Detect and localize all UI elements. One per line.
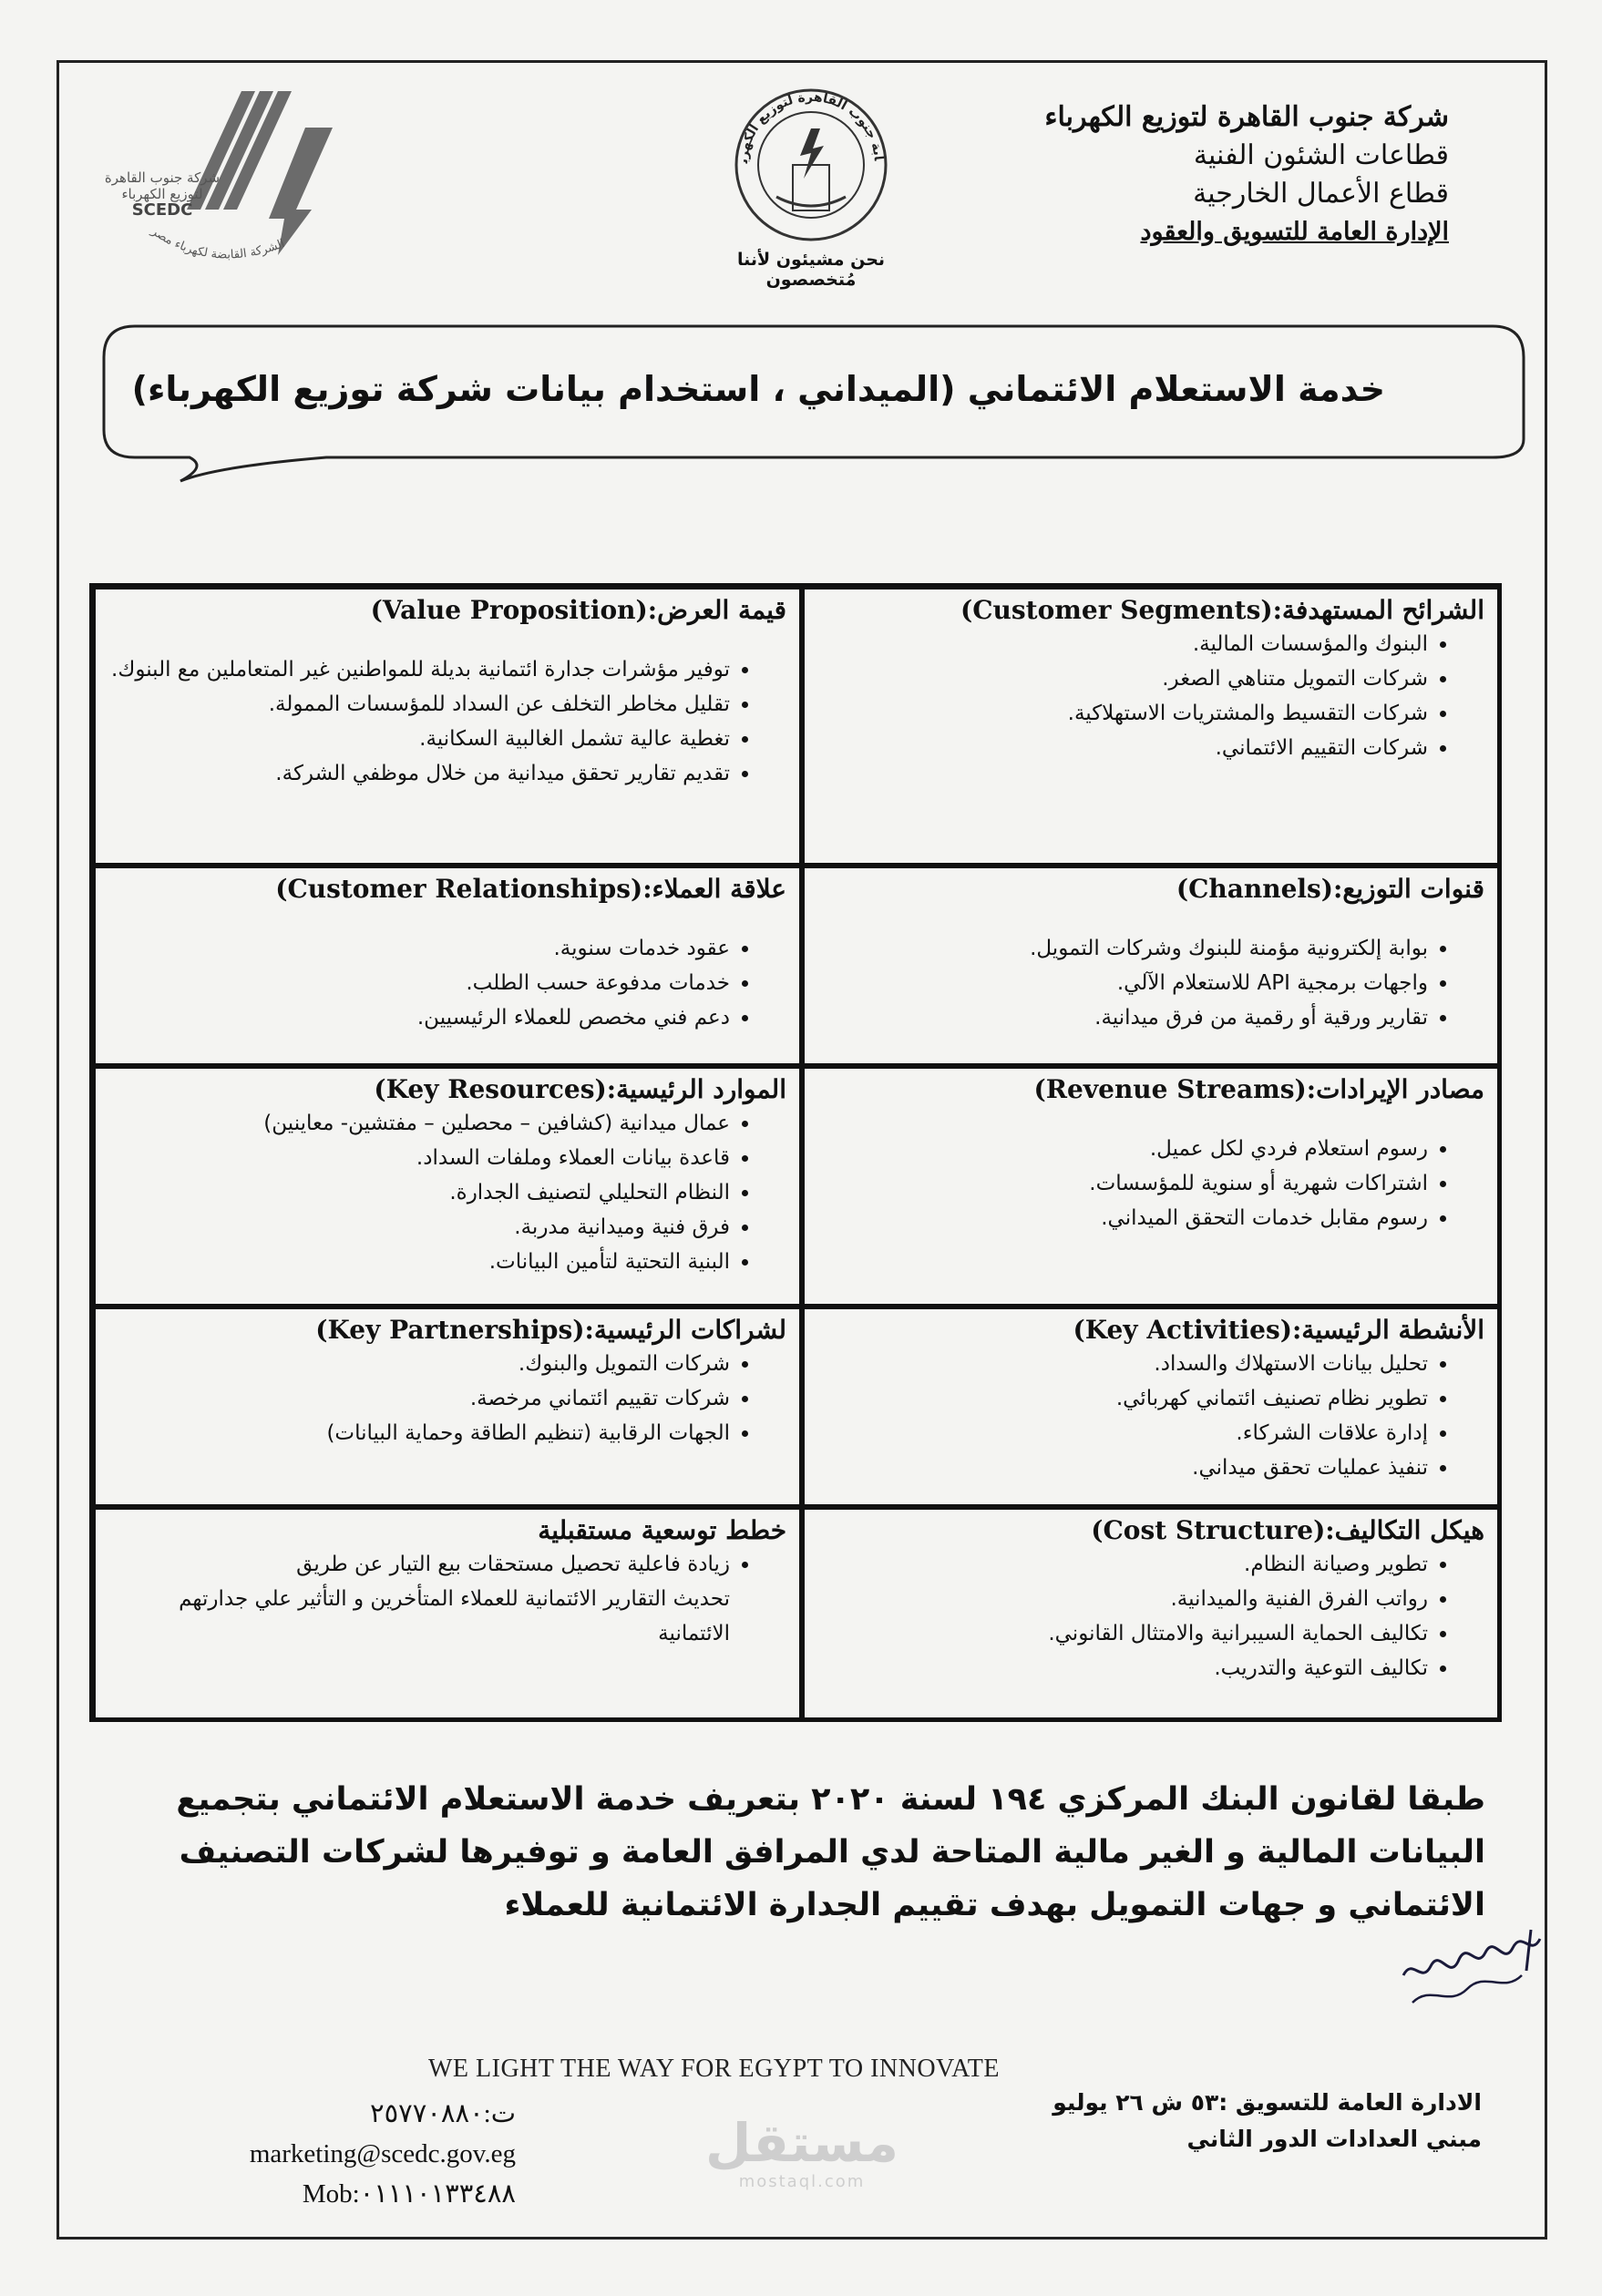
logo-abbreviation: SCEDC <box>131 200 193 220</box>
customer-relationships-title: علاقة العملاء:(Customer Relationships) <box>275 874 786 904</box>
list-item: • تكاليف التوعية والتدريب. <box>817 1651 1428 1686</box>
email-link[interactable]: marketing@scedc.gov.eg <box>249 2139 516 2168</box>
list-item: • الجهات الرقابية (تنظيم الطاقة وحماية البيانات) <box>108 1416 730 1450</box>
list-item: • خدمات مدفوعة حسب الطلب. <box>108 966 730 1000</box>
revenue-streams-title: مصادر الإيرادات:(Revenue Streams) <box>1033 1074 1484 1104</box>
logo-name-line1: شركة جنوب القاهرة <box>104 169 221 186</box>
cost-structure-list <box>817 1547 1484 1686</box>
revenue-streams-cell <box>802 1066 1500 1307</box>
list-item: • البنوك والمؤسسات المالية. <box>817 627 1428 661</box>
list-item: • رسوم استعلام فردي لكل عميل. <box>817 1132 1428 1166</box>
emblem-ring-text: ابة جنوب القاهرة لتوزيع الكهرب <box>735 89 886 164</box>
customer-segments-list <box>817 627 1484 765</box>
banner-title: خدمة الاستعلام الائتماني (الميداني ، استخدام بيانات شركة توزيع الكهرباء) <box>131 369 1385 409</box>
sector-external: قطاع الأعمال الخارجية <box>1193 178 1449 210</box>
customer-relationships-list <box>108 931 786 1035</box>
list-item: • تطوير نظام تصنيف ائتماني كهربائي. <box>817 1381 1428 1416</box>
key-activities-list <box>817 1347 1484 1485</box>
key-activities-title: الأنشطة الرئيسية:(Key Activities) <box>1073 1315 1484 1345</box>
list-item: • واجهات برمجية API للاستعلام الآلي. <box>817 966 1428 1000</box>
list-item: • البنية التحتية لتأمين البيانات. <box>108 1245 730 1279</box>
future-expansion-cell <box>93 1507 802 1720</box>
customer-segments-cell <box>802 587 1500 866</box>
emblem-icon <box>720 78 902 251</box>
list-item: • النظام التحليلي لتصنيف الجدارة. <box>108 1175 730 1210</box>
list-item: • تقليل مخاطر التخلف عن السداد للمؤسسات الممولة. <box>108 687 730 722</box>
list-item: • تقارير ورقية أو رقمية من فرق ميدانية. <box>817 1000 1428 1035</box>
union-emblem <box>720 78 902 288</box>
list-item: • عقود خدمات سنوية. <box>108 931 730 966</box>
channels-cell <box>802 866 1500 1066</box>
company-name: شركة جنوب القاهرة لتوزيع الكهرباء <box>1044 101 1449 133</box>
scedc-logo <box>73 82 346 264</box>
list-item: • إدارة علاقات الشركاء. <box>817 1416 1428 1450</box>
key-resources-list <box>108 1106 786 1279</box>
channels-title: قنوات التوزيع:(Channels) <box>1176 874 1484 904</box>
svg-text:الشركة القابضة لكهرباء مصر <box>148 224 286 262</box>
watermark-arabic: مستقل <box>704 2112 899 2174</box>
list-item: • تغطية عالية تشمل الغالبية السكانية. <box>108 722 730 756</box>
watermark-latin: mostaql.com <box>738 2172 866 2191</box>
list-item: • شركات التقييم الائتماني. <box>817 731 1428 765</box>
cost-structure-cell <box>802 1507 1500 1720</box>
key-resources-cell <box>93 1066 802 1307</box>
department-name: الإدارة العامة للتسويق والعقود <box>1140 218 1449 246</box>
contact-block <box>169 2094 516 2214</box>
list-item: • فرق فنية وميدانية مدربة. <box>108 1210 730 1245</box>
list-item: • عمال ميدانية (كشافين – محصلين – مفتشين- معاينين) <box>108 1106 730 1141</box>
value-proposition-list <box>108 652 786 791</box>
signature-image <box>1394 1921 1549 2021</box>
mostaql-watermark <box>702 2114 902 2191</box>
sector-technical: قطاعات الشئون الفنية <box>1193 139 1449 171</box>
key-activities-cell <box>802 1307 1500 1507</box>
list-item: • اشتراكات شهرية أو سنوية للمؤسسات. <box>817 1166 1428 1201</box>
logo-ring-text: الشركة القابضة لكهرباء مصر <box>149 224 287 262</box>
list-item: • شركات تقييم ائتماني مرخصة. <box>108 1381 730 1416</box>
key-partnerships-list <box>108 1347 786 1450</box>
channels-list <box>817 931 1484 1035</box>
list-item: • تقديم تقارير تحقق ميدانية من خلال موظفي الشركة. <box>108 756 730 791</box>
future-expansion-continuation: تحديث التقارير الائتمانية للعملاء المتأخرين و التأثير علي جدارتهم الائتمانية <box>179 1587 730 1645</box>
list-item: • تنفيذ عمليات تحقق ميداني. <box>817 1450 1428 1485</box>
emblem-motto: نحن مشيئون لأننا مُتخصصون <box>736 250 886 290</box>
list-item: • شركات التمويل والبنوك. <box>108 1347 730 1381</box>
business-model-canvas <box>89 583 1502 1722</box>
organization-header <box>939 98 1449 251</box>
key-partnerships-cell <box>93 1307 802 1507</box>
list-item: • رسوم مقابل خدمات التحقق الميداني. <box>817 1201 1428 1235</box>
address-line-2: مبني العدادات الدور الثاني <box>1186 2126 1482 2152</box>
customer-relationships-cell <box>93 866 802 1066</box>
value-proposition-title: قيمة العرض:(Value Proposition) <box>370 595 786 625</box>
cost-structure-title: هيكل التكاليف:(Cost Structure) <box>1091 1515 1484 1545</box>
address-block <box>971 2085 1482 2158</box>
mobile-number: Mob:٠١١١٠١٣٣٤٨٨ <box>302 2179 516 2209</box>
key-partnerships-title: لشراكات الرئيسية:(Key Partnerships) <box>315 1315 786 1345</box>
value-proposition-cell <box>93 587 802 866</box>
logo-caption <box>98 169 226 219</box>
list-item: • توفير مؤشرات جدارة ائتمانية بديلة للمواطنين غير المتعاملين مع البنوك. <box>108 652 730 687</box>
list-item: • تطوير وصيانة النظام. <box>817 1547 1428 1582</box>
key-resources-title: الموارد الرئيسية:(Key Resources) <box>374 1074 786 1104</box>
future-expansion-list <box>108 1547 786 1582</box>
revenue-streams-list <box>817 1132 1484 1235</box>
list-item: • زيادة فاعلية تحصيل مستحقات بيع التيار عن طريق <box>108 1547 730 1582</box>
phone-number: ت:٢٥٧٧٠٨٨٠ <box>370 2099 516 2128</box>
list-item: • قاعدة بيانات العملاء وملفات السداد. <box>108 1141 730 1175</box>
list-item: • تكاليف الحماية السيبرانية والامتثال القانوني. <box>817 1616 1428 1651</box>
list-item: • دعم فني مخصص للعملاء الرئيسيين. <box>108 1000 730 1035</box>
legal-paragraph: طبقا لقانون البنك المركزي ١٩٤ لسنة ٢٠٢٠ بتعريف خدمة الاستعلام الائتماني بتجميع البيانات المالية و الغير مالية المتاحة لدي المرافق العامة و توفيرها لشركات التصنيف الائتماني و جهات التمويل بهدف تقييم الجدارة الائتمانية للعملاء <box>176 1781 1485 1923</box>
list-item: • بوابة إلكترونية مؤمنة للبنوك وشركات التمويل. <box>817 931 1428 966</box>
address-line-1: الادارة العامة للتسويق :٥٣ ش ٢٦ يوليو <box>1053 2089 1482 2116</box>
list-item: • رواتب الفرق الفنية والميدانية. <box>817 1582 1428 1616</box>
future-expansion-title: خطط توسعية مستقبلية <box>538 1515 786 1545</box>
customer-segments-title: الشرائح المستهدفة:(Customer Segments) <box>960 595 1484 625</box>
list-item: • شركات التمويل متناهي الصغر. <box>817 661 1428 696</box>
list-item: • شركات التقسيط والمشتريات الاستهلاكية. <box>817 696 1428 731</box>
company-slogan: WE LIGHT THE WAY FOR EGYPT TO INNOVATE <box>428 2055 1000 2083</box>
list-item: • تحليل بيانات الاستهلاك والسداد. <box>817 1347 1428 1381</box>
logo-name-line2: لتوزيع الكهرباء <box>121 186 203 202</box>
